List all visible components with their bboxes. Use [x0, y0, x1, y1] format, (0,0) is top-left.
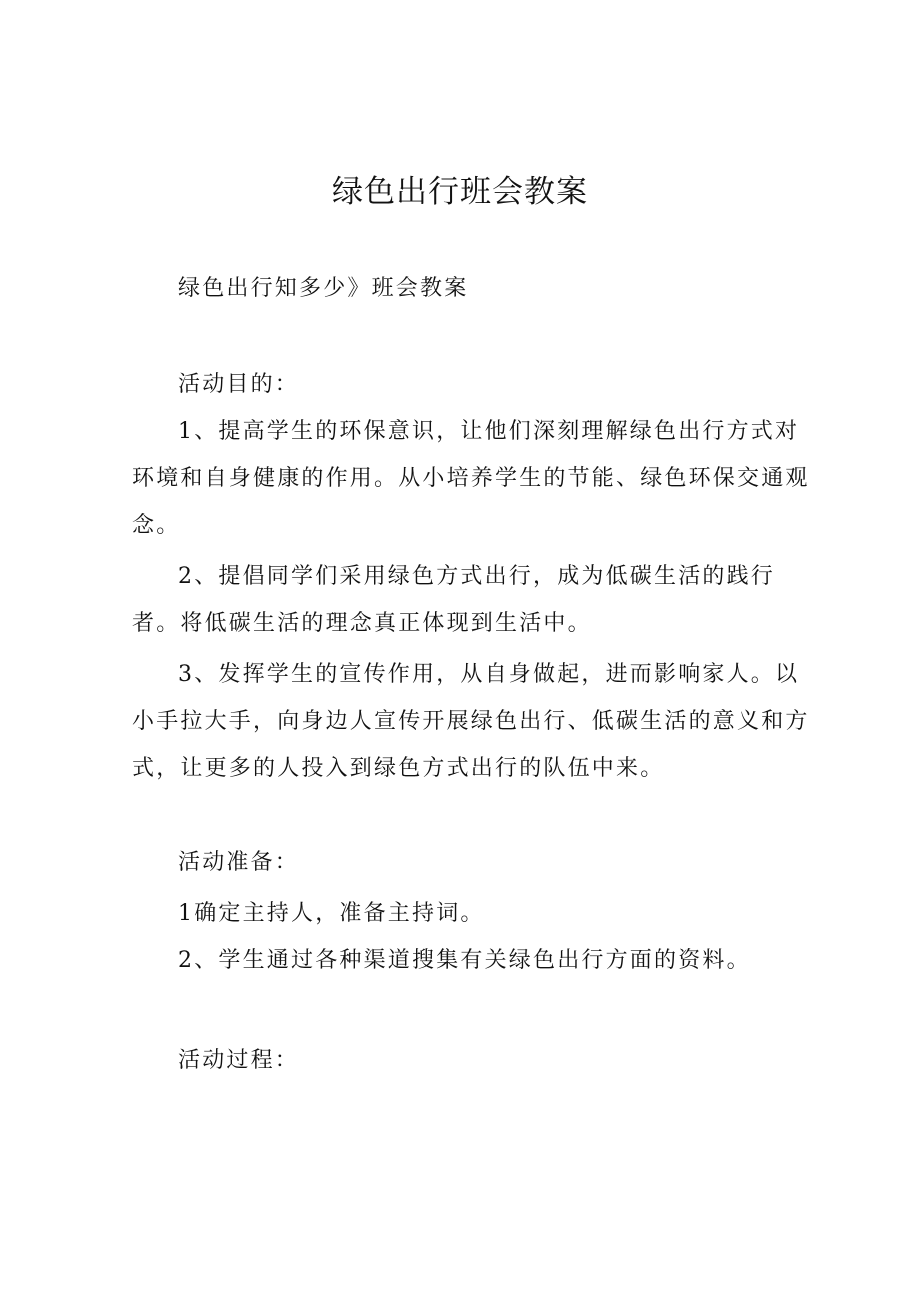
- purpose-item-2-line-1: 2、提倡同学们采用绿色方式出行，成为低碳生活的践行: [178, 564, 775, 589]
- preparation-heading: 活动准备：: [178, 850, 300, 875]
- preparation-item-1: 1确定主持人，准备主持词。: [178, 901, 485, 926]
- purpose-item-3-line-2: 小手拉大手，向身边人宣传开展绿色出行、低碳生活的意义和方: [132, 709, 810, 734]
- purpose-item-1-line-1: 1、提高学生的环保意识，让他们深刻理解绿色出行方式对: [178, 419, 800, 444]
- preparation-item-2: 2、学生通过各种渠道搜集有关绿色出行方面的资料。: [178, 948, 751, 973]
- purpose-item-3-line-1: 3、发挥学生的宣传作用，从自身做起，进而影响家人。以: [178, 662, 800, 687]
- purpose-item-2-line-2: 者。将低碳生活的理念真正体现到生活中。: [132, 611, 592, 636]
- document-subtitle: 绿色出行知多少》班会教案: [178, 276, 469, 301]
- purpose-item-1-line-2: 环境和自身健康的作用。从小培养学生的节能、绿色环保交通观: [132, 466, 810, 491]
- purpose-heading: 活动目的：: [178, 372, 300, 397]
- process-heading: 活动过程：: [178, 1048, 300, 1073]
- document-title: 绿色出行班会教案: [332, 174, 588, 210]
- purpose-item-1-line-3: 念。: [132, 513, 181, 538]
- purpose-item-3-line-3: 式，让更多的人投入到绿色方式出行的队伍中来。: [132, 756, 665, 781]
